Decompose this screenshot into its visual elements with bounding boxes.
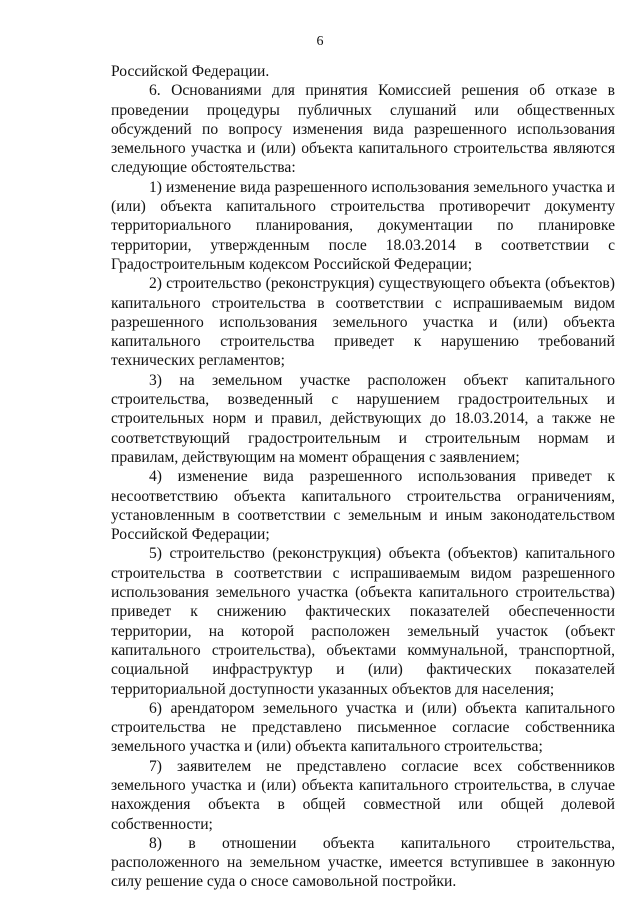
- paragraph-item-7: 7) заявителем не представлено согласие всех собственников земельного участка и (или) объекта капитального строительства, в случае нахождения объекта в общей совместной или общей долевой собственности;: [111, 757, 615, 833]
- paragraph-item-8: 8) в отношении объекта капитального строительства, расположенного на земельном участке, имеется вступившее в законную силу решение суда о сносе самовольной постройки.: [111, 834, 615, 891]
- paragraph-item-5: 5) строительство (реконструкция) объекта (объектов) капитального строительства в соответствии с испрашиваемым видом разрешенного использования земельного участка (объекта капитального строительства) приведет к снижению фактических показателей обеспеченности территории, на которой расположен земельный участок (объект капитального строительства), объектами коммунальной, транспортной, социальной инфраструктур и (или) фактических показателей территориальной доступности указанных объектов для населения;: [111, 545, 615, 698]
- paragraph-item-4: 4) изменение вида разрешенного использования приведет к несоответствию объекта капитального строительства ограничениям, установленным в соответствии с земельным и иным законодательством Российской Федерации;: [111, 468, 615, 544]
- paragraph-item-6: 6) арендатором земельного участка и (или) объекта капитального строительства не представлено письменное согласие собственника земельного участка и (или) объекта капитального строительства;: [111, 699, 615, 756]
- paragraph-item-3: 3) на земельном участке расположен объект капитального строительства, возведенный с нарушением градостроительных и строительных норм и правил, действующих до 18.03.2014, а также не соответствующий градостроительным и строительным нормам и правилам, действующим на момент обращения с заявлением;: [111, 371, 615, 466]
- document-body: [111, 62, 615, 892]
- page-number: 6: [316, 34, 324, 49]
- paragraph-clause-6: 6. Основаниями для принятия Комиссией решения об отказе в проведении процедуры публичных слушаний или общественных обсуждений по вопросу изменения вида разрешенного использования земельного участка и (или) объекта капитального строительства являются следующие обстоятельства:: [111, 82, 615, 177]
- paragraph-continuation: Российской Федерации.: [111, 63, 270, 80]
- paragraph-item-1: 1) изменение вида разрешенного использования земельного участка и (или) объекта капитального строительства противоречит документу территориального планирования, документации по планировке территории, утвержденным после 18.03.2014 в соответствии с Градостроительным кодексом Российской Федерации;: [111, 178, 615, 273]
- paragraph-item-2: 2) строительство (реконструкция) существующего объекта (объектов) капитального строительства в соответствии с испрашиваемым видом разрешенного использования земельного участка и (или) объекта капитального строительства приведет к нарушению требований технических регламентов;: [111, 275, 615, 370]
